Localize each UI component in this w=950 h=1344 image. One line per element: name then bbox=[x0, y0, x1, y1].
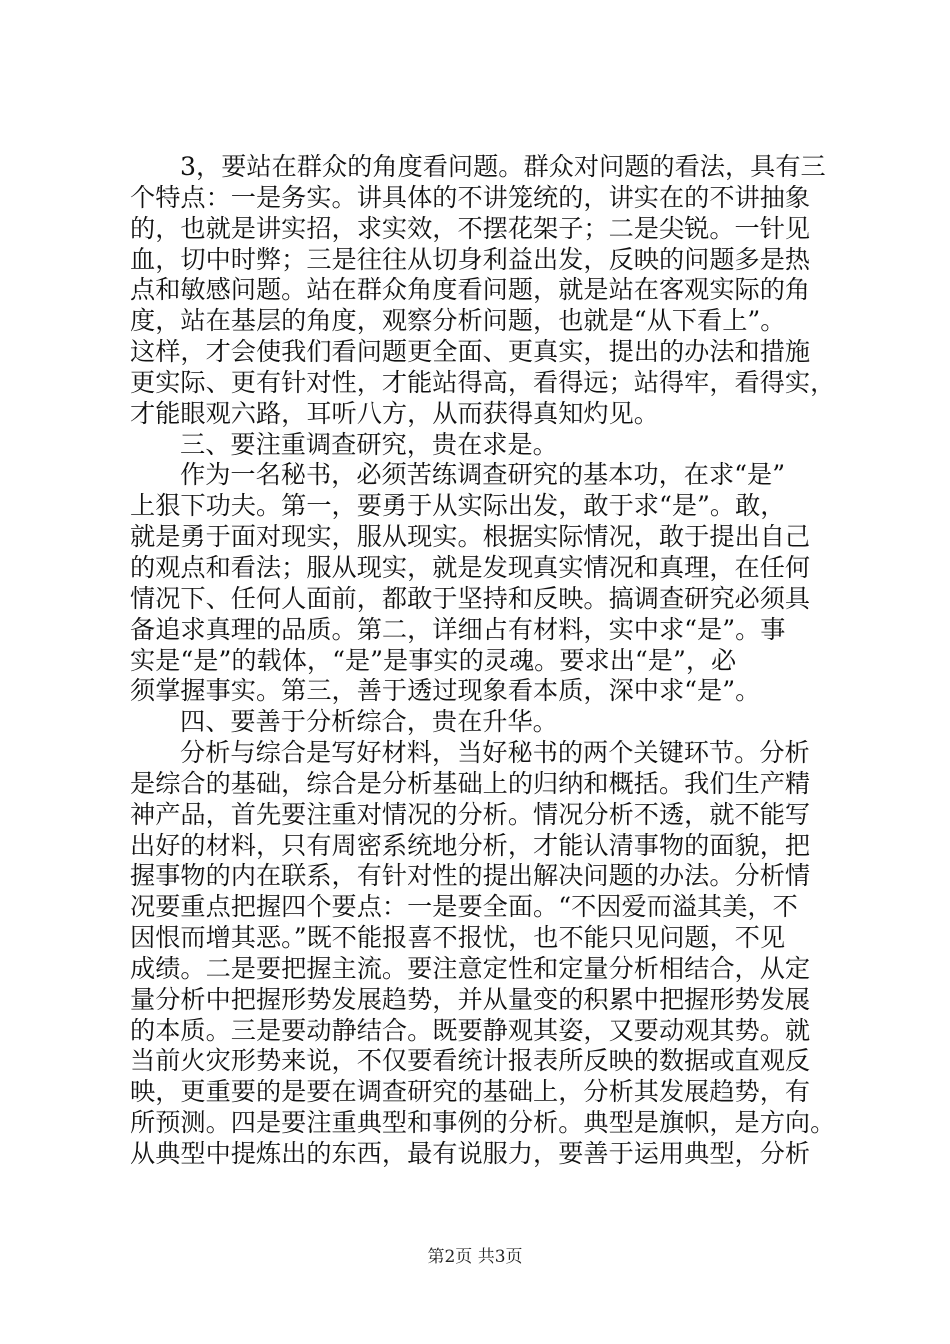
text-line: 才能眼观六路，耳听八方，从而获得真知灼见。 bbox=[130, 398, 659, 428]
text-line: 量分析中把握形势发展趋势，并从量变的积累中把握形势发展 bbox=[130, 984, 811, 1014]
text-line: 的观点和看法；服从现实，就是发现真实情况和真理，在任何 bbox=[130, 552, 811, 582]
text-line: 握事物的内在联系，有针对性的提出解决问题的办法。分析情 bbox=[130, 861, 811, 891]
text-line: 出好的材料，只有周密系统地分析，才能认清事物的面貌，把 bbox=[130, 830, 811, 860]
text-line: 从典型中提炼出的东西，最有说服力，要善于运用典型，分析 bbox=[130, 1139, 811, 1168]
text-line: 这样，才会使我们看问题更全面、更真实，提出的办法和措施 bbox=[130, 337, 811, 367]
text-line: 的本质。三是要动静结合。既要静观其姿，又要动观其势。就 bbox=[130, 1015, 811, 1045]
text-line: 成绩。二是要把握主流。要注意定性和定量分析相结合，从定 bbox=[130, 953, 811, 983]
text-line: 神产品，首先要注重对情况的分析。情况分析不透，就不能写 bbox=[130, 799, 811, 829]
text-line: 是综合的基础，综合是分析基础上的归纳和概括。我们生产精 bbox=[130, 768, 811, 798]
text-line: 四、要善于分析综合，贵在升华。 bbox=[180, 707, 558, 737]
document-body bbox=[130, 152, 836, 1170]
text-line: 当前火灾形势来说，不仅要看统计报表所反映的数据或直观反 bbox=[130, 1046, 811, 1076]
text-line: 实是“是”的载体，“是”是事实的灵魂。要求出“是”，必 bbox=[130, 645, 737, 675]
text-line: 就是勇于面对现实，服从现实。根据实际情况，敢于提出自己 bbox=[130, 522, 811, 552]
text-line: 分析与综合是写好材料，当好秘书的两个关键环节。分析 bbox=[180, 738, 810, 768]
text-line: 上狠下功夫。第一，要勇于从实际出发，敢于求“是”。敢， bbox=[130, 491, 786, 521]
text-line: 作为一名秘书，必须苦练调查研究的基本功，在求“是” bbox=[180, 460, 786, 490]
text-line: 的，也就是讲实招，求实效，不摆花架子；二是尖锐。一针见 bbox=[130, 213, 811, 243]
text-line: 3，要站在群众的角度看问题。群众对问题的看法，具有三 bbox=[180, 152, 826, 181]
text-line: 三、要注重调查研究，贵在求是。 bbox=[180, 429, 558, 459]
text-line: 个特点：一是务实。讲具体的不讲笼统的，讲实在的不讲抽象 bbox=[130, 182, 811, 212]
text-line: 血，切中时弊；三是往往从切身利益出发，反映的问题多是热 bbox=[130, 244, 811, 274]
text-line: 备追求真理的品质。第二，详细占有材料，实中求“是”。事 bbox=[130, 614, 786, 644]
text-line: 点和敏感问题。站在群众角度看问题，就是站在客观实际的角 bbox=[130, 275, 811, 305]
text-line: 度，站在基层的角度，观察分析问题，也就是“从下看上”。 bbox=[130, 306, 786, 336]
text-line: 须掌握事实。第三，善于透过现象看本质，深中求“是”。 bbox=[130, 676, 761, 706]
text-line: 情况下、任何人面前，都敢于坚持和反映。搞调查研究必须具 bbox=[130, 583, 811, 613]
text-line: 因恨而增其恶。”既不能报喜不报忧，也不能只见问题，不见 bbox=[130, 923, 786, 953]
text-line: 况要重点把握四个要点：一是要全面。“不因爱而溢其美，不 bbox=[130, 892, 798, 922]
page-footer: 第2页 共3页 bbox=[427, 1247, 523, 1267]
text-line: 所预测。四是要注重典型和事例的分析。典型是旗帜，是方向。 bbox=[130, 1108, 836, 1138]
text-line: 映，更重要的是要在调查研究的基础上，分析其发展趋势，有 bbox=[130, 1077, 811, 1107]
text-line: 更实际、更有针对性，才能站得高，看得远；站得牢，看得实， bbox=[130, 367, 836, 397]
